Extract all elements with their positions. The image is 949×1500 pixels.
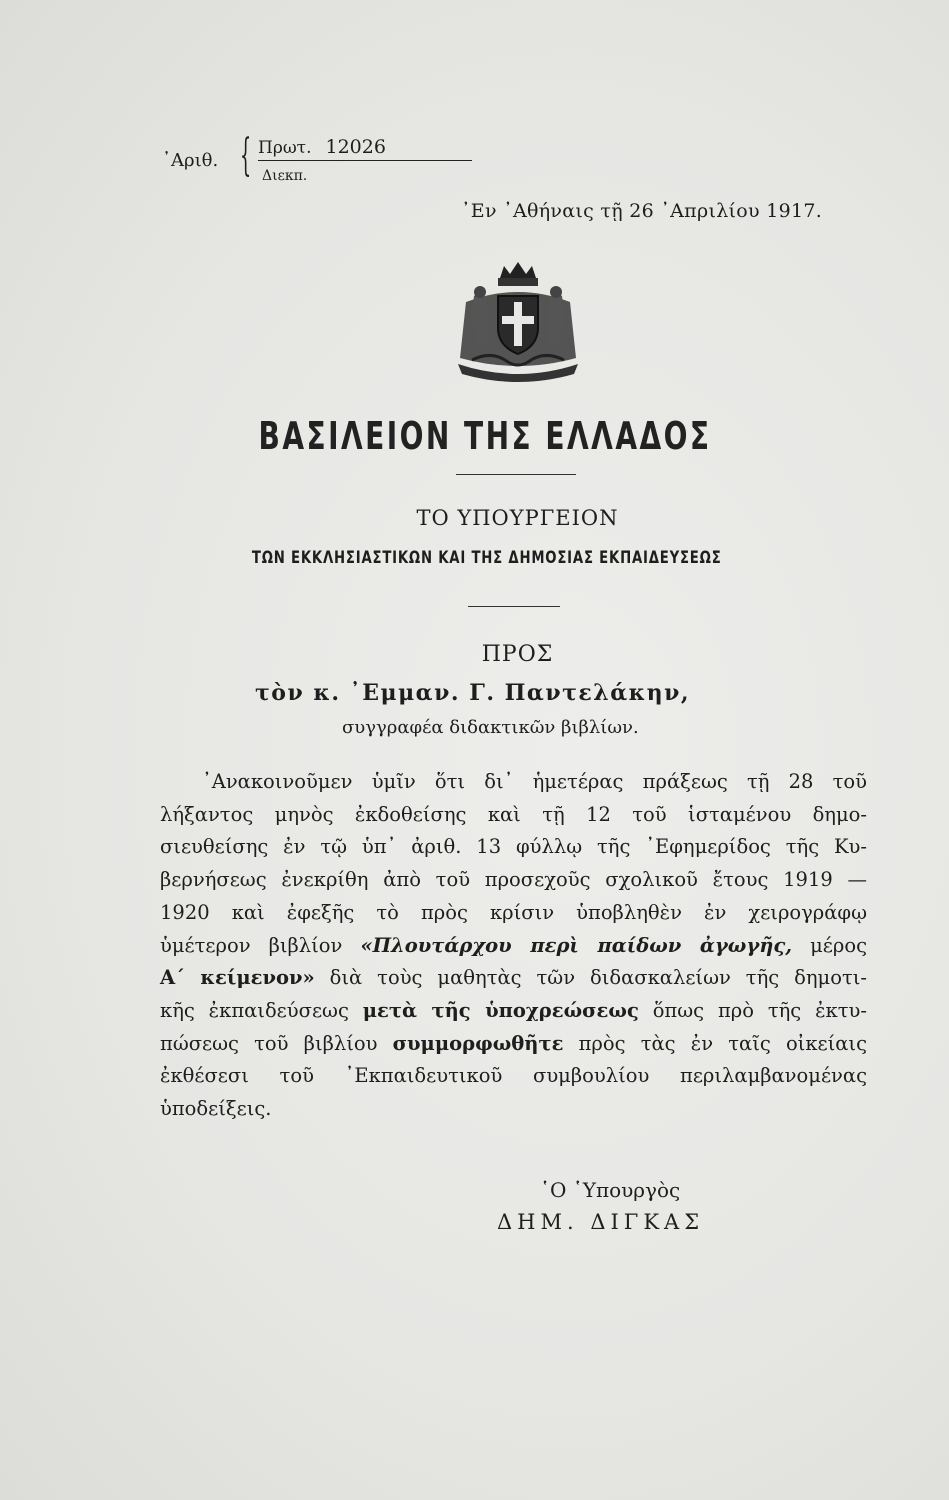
body-line bbox=[160, 930, 867, 963]
body-text: ὅπως πρὸ τῆς ἐκτυ- bbox=[652, 998, 867, 1022]
body-line: βερνήσεως ἐνεκρίθη ἀπὸ τοῦ προσεχοῦς σχολικοῦ ἔτους 1919 — bbox=[160, 868, 867, 892]
body-text: διὰ τοὺς μαθητὰς τῶν διδασκαλείων τῆς δημοτι- bbox=[329, 966, 867, 990]
body-line bbox=[160, 995, 867, 1028]
coat-of-arms-icon bbox=[452, 262, 584, 386]
book-title: «Πλουτάρχου περὶ παίδων ἀγωγῆς, bbox=[360, 933, 793, 957]
letter-body bbox=[160, 766, 867, 1126]
body-text-bold: συμμορφωθῆτε bbox=[392, 1031, 564, 1055]
kingdom-heading: ΒΑΣΙΛΕΙΟΝ ΤΗΣ ΕΛΛΑΔΟΣ bbox=[258, 414, 712, 458]
body-line: ἐκθέσεσι τοῦ ᾿Εκπαιδευτικοῦ συμβουλίου περιλαμβανομένας bbox=[160, 1064, 867, 1088]
body-text-bold: μετὰ τῆς ὑποχρεώσεως bbox=[362, 998, 639, 1022]
body-text: μέρος bbox=[810, 933, 868, 957]
body-line bbox=[160, 1028, 867, 1061]
document-date: ᾿Εν ᾿Αθήναις τῇ 26 ᾿Απριλίου 1917. bbox=[461, 200, 823, 222]
recipient-name: τὸν κ. ᾿Εμμαν. Γ. Παντελάκην, bbox=[255, 680, 691, 706]
reference-rule bbox=[258, 160, 472, 161]
body-line: λήξαντος μηνὸς ἐκδοθείσης καὶ τῇ 12 τοῦ ἱσταμένου δημο- bbox=[160, 802, 867, 826]
body-text-bold: Α΄ κείμενον» bbox=[160, 966, 315, 990]
body-text: ὑμέτερον βιβλίον bbox=[160, 933, 343, 957]
reference-label: ᾿Αριθ. bbox=[162, 150, 219, 171]
body-line: σιευθείσης ἐν τῷ ὑπ᾿ ἀριθ. 13 φύλλῳ τῆς ᾿Εφημερίδος τῆς Κυ- bbox=[160, 835, 867, 859]
protocol-label: Πρωτ. bbox=[258, 138, 312, 158]
divider-upper bbox=[456, 474, 576, 475]
divider-lower bbox=[468, 606, 560, 607]
ministry-heading: ΤΟ ΥΠΟΥΡΓΕΙΟΝ bbox=[416, 506, 619, 530]
body-line: ᾿Ανακοινοῦμεν ὑμῖν ὅτι δι᾿ ἡμετέρας πράξεως τῇ 28 τοῦ bbox=[202, 770, 867, 793]
body-text: πρὸς τὰς ἐν ταῖς οἰκείαις bbox=[578, 1031, 867, 1055]
signature-title: ῾Ο ῾Υπουργὸς bbox=[540, 1178, 681, 1202]
reference-brace: { bbox=[240, 130, 252, 181]
dispatch-label: Διεκπ. bbox=[262, 168, 308, 184]
body-text: πώσεως τοῦ βιβλίου bbox=[160, 1031, 378, 1055]
ministry-subheading: ΤΩΝ ΕΚΚΛΗΣΙΑΣΤΙΚΩΝ ΚΑΙ ΤΗΣ ΔΗΜΟΣΙΑΣ ΕΚΠΑΙΔΕΥΣΕΩΣ bbox=[251, 548, 722, 568]
protocol-number: 12026 bbox=[325, 136, 386, 158]
body-line: 1920 καὶ ἐφεξῆς τὸ πρὸς κρίσιν ὑποβληθὲν ἐν χειρογράφῳ bbox=[160, 900, 867, 924]
signature-name: ΔΗΜ. ΔΙΓΚΑΣ bbox=[497, 1210, 705, 1234]
body-line bbox=[160, 962, 867, 995]
body-line: ὑποδείξεις. bbox=[160, 1097, 272, 1121]
recipient-role: συγγραφέα διδακτικῶν βιβλίων. bbox=[342, 717, 639, 738]
address-to: ΠΡΟΣ bbox=[481, 642, 554, 667]
body-text: κῆς ἐκπαιδεύσεως bbox=[160, 998, 349, 1022]
protocol-line bbox=[258, 136, 386, 158]
